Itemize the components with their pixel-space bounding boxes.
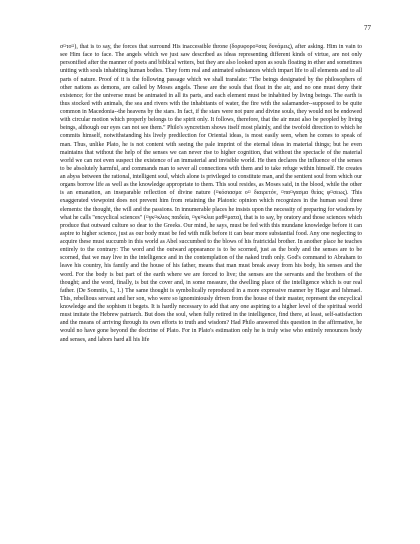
page-number: 77 [364, 24, 371, 32]
body-paragraph: σ¤τo¤), that is to say, the forces that surround His inaccessible throne (δορυφoρo¤σας δυνάμεις), after asking. Him in vain to see Him face to face. The angels which we just saw described as ideas representing different kinds of virtue, are not only personified after the manner of poets and biblical writers, but they are also looked upon as souls floating in ether and sometimes uniting with souls inhabiting human bodies. They form real and animated substances which impart life to all elements and to all parts of nature. Proof of it is the following passage which we shall translate: "The beings designated by the philosophers of other nations as demons, are called by Moses angels. These are the souls that float in the air, and no one must deny their existence; for the universe must be animated in all its parts, and each element must be inhabited by living beings. The earth is thus stocked with animals, the sea and rivers with the inhabitants of water, the fire with the salamander--supposed to be quite common in Macedonia--the heavens by the stars. In fact, if the stars were not pure and divine souls, they would not be endowed with circular motion which properly belongs to the spirit only. It follows, therefore, that the air must also be peopled by living beings, although our eyes can not see them." Philo's syncretism shows itself most plainly, and the twofold direction to which he commits himself, notwithstanding his lively predilection for Oriental ideas, is most easily seen, when he comes to speak of man. Thus, unlike Plato, he is not content with seeing the pale imprint of the eternal ideas in material things; but he even maintains that without the help of the senses we can never rise to higher cognition, that without the spectacle of the material world we can not even suspect the existence of an immaterial and invisible world. He then declares the influence of the senses to be absolutely harmful, and commands man to sever all connections with them and to take refuge within himself. He creates an abyss between the rational, intelligent soul, which alone is privileged to constitute man, and the sentient soul from which our organs borrow life as well as the knowledge appropriate to them. This soul resides, as Moses said, in the blood, while the other is an emanation, an inseparable reflection of divine nature (¤κόσιασμα ο¤ διαιρετόν, ¤πα¤γασμα θείας φ¤σεως). This exaggerated viewpoint does not prevent him from retaining the Platonic opinion which recognizes in the human soul three elements: the thought, the will and the passions. In innumerable places he insists upon the necessity of preparing for wisdom by what he calls "encyclical sciences" (¤γκ¤κλιος παιδεία, ¤γκ¤κλια μαθ¤ματα), that is to say, by oratory and those sciences which produce that outward culture so dear to the Greeks. Our mind, he says, must be fed with this mundane knowledge before it can aspire to higher science, just as our body must be fed with milk before it can bear more substantial food. Any one neglecting to acquire these must succumb in this world as Abel succumbed to the blows of his fratricidal brother. In another place he teaches entirely to the contrary: The word and the outward appearance is to be scorned, just as the body and the senses are to be scorned, that we may live in the intelligence and in the contemplation of the naked truth only. God's command to Abraham to leave his country, his family and the house of his father, means that man must break away from his body, his senses and the word. For the body is but part of the earth where we are forced to live; the senses are the servants and the brothers of the thought; and the word, finally, is but the cover and, in some measure, the dwelling place of the intelligence which is our real father. (De Somniis, L, 1.) The same thought is symbolically reproduced in a more expressive manner by Hagar and Ishmael. This, rebellious servant and her son, who were so ignominiously driven from the house of their master, represent the encyclical knowledge and the sophism it begets. It is hardly necessary to add that any one aspiring to a higher level of the spiritual world must imitate the Hebrew patriarch. But does the soul, when fully retired in the intelligence, find there, at least, self-satisfaction and the means of arriving through its own efforts to truth and wisdom? Had Philo answered this question in the affirmative, he would no have gone beyond the doctrine of Plato. For in Plato's estimation only he is truly wise who entirely renounces body and senses, and labors hard all his life [60, 44, 362, 343]
